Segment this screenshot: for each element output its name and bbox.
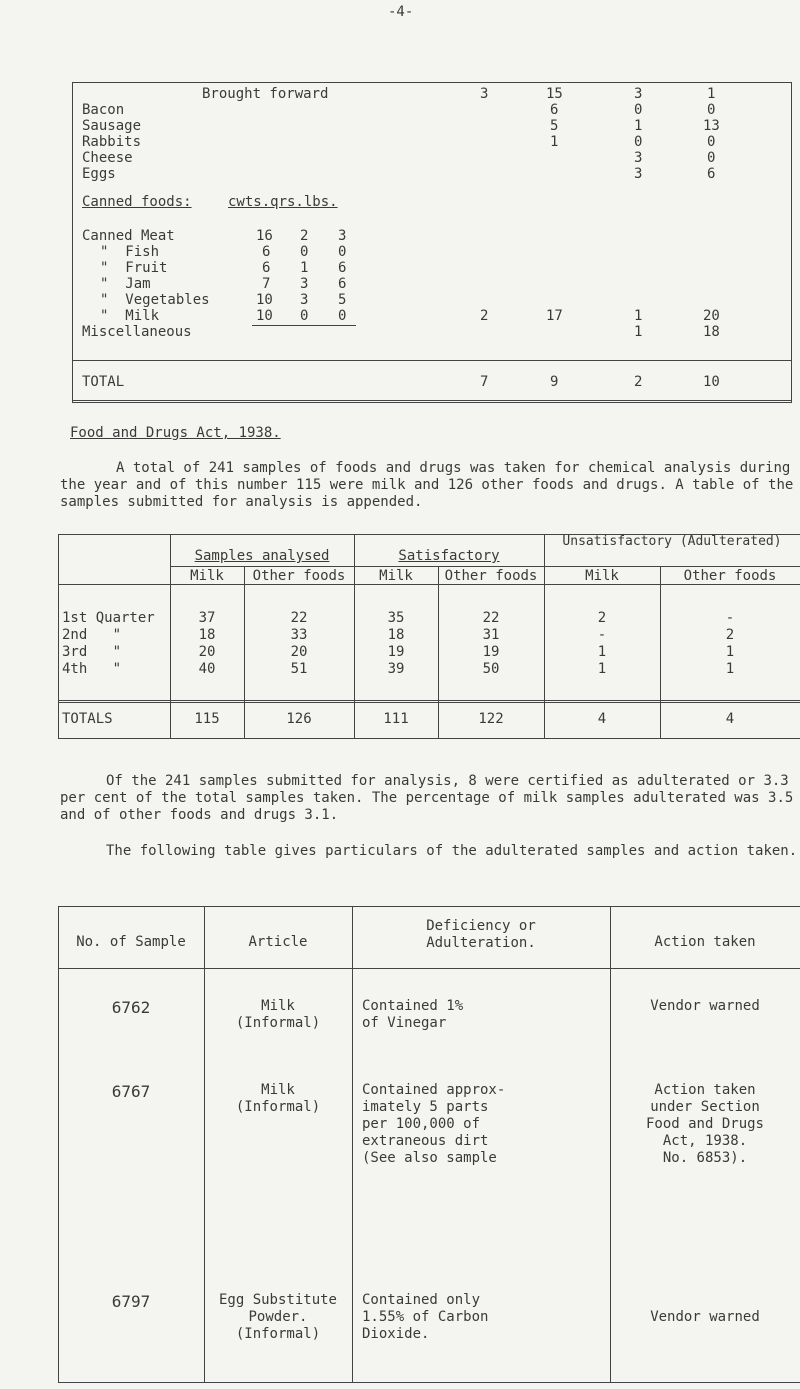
col-header: Article xyxy=(248,934,308,950)
sample-number: 6797 xyxy=(111,1292,151,1311)
row-value: 13 xyxy=(703,118,720,134)
paragraph-following: The following table gives particulars of the adulterated samples and action taken. xyxy=(106,843,798,859)
quarter-label: 2nd " xyxy=(62,627,122,643)
canned-qrs: 0 xyxy=(300,308,309,324)
canned-qrs: 3 xyxy=(300,292,309,308)
sample-number: 6767 xyxy=(111,1082,151,1101)
table-cell: - xyxy=(725,610,735,626)
deficiency: Contained approx- imately 5 parts per 100,000 of extraneous dirt (See also sample xyxy=(362,1082,506,1166)
article: Egg Substitute Powder. (Informal) xyxy=(218,1292,337,1342)
table-cell: 20 xyxy=(198,644,216,660)
action: Action taken under Section Food and Drugs Act, 1938. No. 6853). xyxy=(645,1082,764,1166)
sub-header: Other foods xyxy=(252,568,346,584)
canned-qrs: 1 xyxy=(300,260,309,276)
sub-header: Milk xyxy=(379,568,413,584)
canned-cwt: 6 xyxy=(262,244,271,260)
table-cell: 50 xyxy=(482,661,500,677)
canned-heading: Canned foods: xyxy=(82,194,192,210)
canned-lbs: 5 xyxy=(338,292,347,308)
canned-label: " Milk xyxy=(100,308,160,324)
table-cell: 1 xyxy=(725,661,735,677)
table-cell: 33 xyxy=(290,627,308,643)
quarter-label: 1st Quarter xyxy=(62,610,155,626)
canned-cwt: 10 xyxy=(256,308,273,324)
table-cell: 19 xyxy=(387,644,405,660)
col-header: No. of Sample xyxy=(76,934,186,950)
canned-cwt: 6 xyxy=(262,260,271,276)
table-cell: 37 xyxy=(198,610,216,626)
row-value: 0 xyxy=(707,102,716,118)
row-value: 0 xyxy=(634,102,643,118)
quarter-label: 3rd " xyxy=(62,644,122,660)
total-value: 2 xyxy=(634,374,643,390)
totals-label: TOTALS xyxy=(62,711,113,727)
deficiency: Contained only 1.55% of Carbon Dioxide. xyxy=(362,1292,489,1342)
canned-units: cwts.qrs.lbs. xyxy=(228,194,338,210)
canned-label: " Fish xyxy=(100,244,160,260)
section-heading: Food and Drugs Act, 1938. xyxy=(70,425,281,441)
table-cell: 31 xyxy=(482,627,500,643)
canned-lbs: 6 xyxy=(338,276,347,292)
canned-cwt: 7 xyxy=(262,276,271,292)
article: Milk (Informal) xyxy=(235,998,321,1031)
canned-qrs: 2 xyxy=(300,228,309,244)
table-cell: 18 xyxy=(198,627,216,643)
canned-label: Canned Meat xyxy=(82,228,175,244)
sub-header: Other foods xyxy=(683,568,777,584)
total-value: 9 xyxy=(550,374,559,390)
canned-cwt: 16 xyxy=(256,228,273,244)
table-cell: 20 xyxy=(290,644,308,660)
row-value: 3 xyxy=(634,150,643,166)
sub-header: Other foods xyxy=(444,568,538,584)
totals-cell: 122 xyxy=(478,711,504,727)
canned-total: 1 xyxy=(634,308,643,324)
canned-qrs: 0 xyxy=(300,244,309,260)
sub-header: Milk xyxy=(585,568,619,584)
canned-total: 2 xyxy=(480,308,489,324)
row-value: 1 xyxy=(550,134,559,150)
table-cell: - xyxy=(597,627,607,643)
sub-header: Milk xyxy=(190,568,224,584)
row-value: 0 xyxy=(634,134,643,150)
row-value: 6 xyxy=(550,102,559,118)
totals-cell: 4 xyxy=(725,711,735,727)
canned-label: " Vegetables xyxy=(100,292,210,308)
table-cell: 1 xyxy=(597,661,607,677)
group-header: Satisfactory xyxy=(398,548,500,564)
deficiency: Contained 1% of Vinegar xyxy=(362,998,464,1031)
table-cell: 35 xyxy=(387,610,405,626)
row-value: 0 xyxy=(707,134,716,150)
canned-total: 20 xyxy=(703,308,720,324)
row-value: 0 xyxy=(707,150,716,166)
group-header: Unsatisfactory (Adulterated) xyxy=(562,534,782,549)
table-cell: 39 xyxy=(387,661,405,677)
row-label: Rabbits xyxy=(82,134,142,150)
canned-lbs: 3 xyxy=(338,228,347,244)
row-label: Cheese xyxy=(82,150,133,166)
canned-label: " Fruit xyxy=(100,260,168,276)
row-label: Sausage xyxy=(82,118,142,134)
summary-table xyxy=(72,82,792,412)
brought-forward-label: Brought forward xyxy=(202,86,329,102)
canned-label: " Jam xyxy=(100,276,151,292)
row-value: 6 xyxy=(707,166,716,182)
col-header: Deficiency or Adulteration. xyxy=(426,918,536,951)
total-label: TOTAL xyxy=(82,374,125,390)
bf-value: 3 xyxy=(480,86,489,102)
sample-number: 6762 xyxy=(111,998,151,1017)
table-cell: 2 xyxy=(725,627,735,643)
col-header: Action taken xyxy=(654,934,756,950)
paragraph-adulteration: Of the 241 samples submitted for analysis, 8 were certified as adulterated or 3.3 per cent of the total samples taken. The percentage of milk samples adulterated was 3.5 and of other foods and drugs 3.1. xyxy=(60,773,794,823)
table-cell: 19 xyxy=(482,644,500,660)
bf-value: 15 xyxy=(546,86,563,102)
totals-cell: 126 xyxy=(286,711,312,727)
misc-value: 18 xyxy=(703,324,720,340)
canned-lbs: 0 xyxy=(338,244,347,260)
adulteration-table xyxy=(58,906,800,1384)
quarter-label: 4th " xyxy=(62,661,122,677)
misc-value: 1 xyxy=(634,324,643,340)
table-cell: 22 xyxy=(290,610,308,626)
row-value: 3 xyxy=(634,166,643,182)
misc-label: Miscellaneous xyxy=(82,324,192,340)
total-value: 10 xyxy=(703,374,720,390)
totals-cell: 115 xyxy=(194,711,220,727)
row-value: 5 xyxy=(550,118,559,134)
canned-lbs: 6 xyxy=(338,260,347,276)
row-value: 1 xyxy=(634,118,643,134)
action: Vendor warned xyxy=(650,998,760,1014)
paragraph-intro: A total of 241 samples of foods and drugs was taken for chemical analysis during the year and of this number 115 were milk and 126 other foods and drugs. A table of the samples submitted for analysis is appended. xyxy=(60,460,794,510)
article: Milk (Informal) xyxy=(235,1082,321,1115)
table-cell: 1 xyxy=(725,644,735,660)
row-label: Eggs xyxy=(82,166,116,182)
table-cell: 2 xyxy=(597,610,607,626)
canned-qrs: 3 xyxy=(300,276,309,292)
totals-cell: 4 xyxy=(597,711,607,727)
page-number: -4- xyxy=(388,4,414,20)
canned-cwt: 10 xyxy=(256,292,273,308)
canned-total: 17 xyxy=(546,308,563,324)
table-cell: 40 xyxy=(198,661,216,677)
row-label: Bacon xyxy=(82,102,125,118)
bf-value: 3 xyxy=(634,86,643,102)
table-cell: 1 xyxy=(597,644,607,660)
action: Vendor warned xyxy=(650,1309,760,1325)
table-cell: 18 xyxy=(387,627,405,643)
totals-cell: 111 xyxy=(383,711,409,727)
group-header: Samples analysed xyxy=(194,548,330,564)
table-cell: 51 xyxy=(290,661,308,677)
bf-value: 1 xyxy=(707,86,716,102)
canned-lbs: 0 xyxy=(338,308,347,324)
analysis-table xyxy=(58,534,800,746)
table-cell: 22 xyxy=(482,610,500,626)
total-value: 7 xyxy=(480,374,489,390)
